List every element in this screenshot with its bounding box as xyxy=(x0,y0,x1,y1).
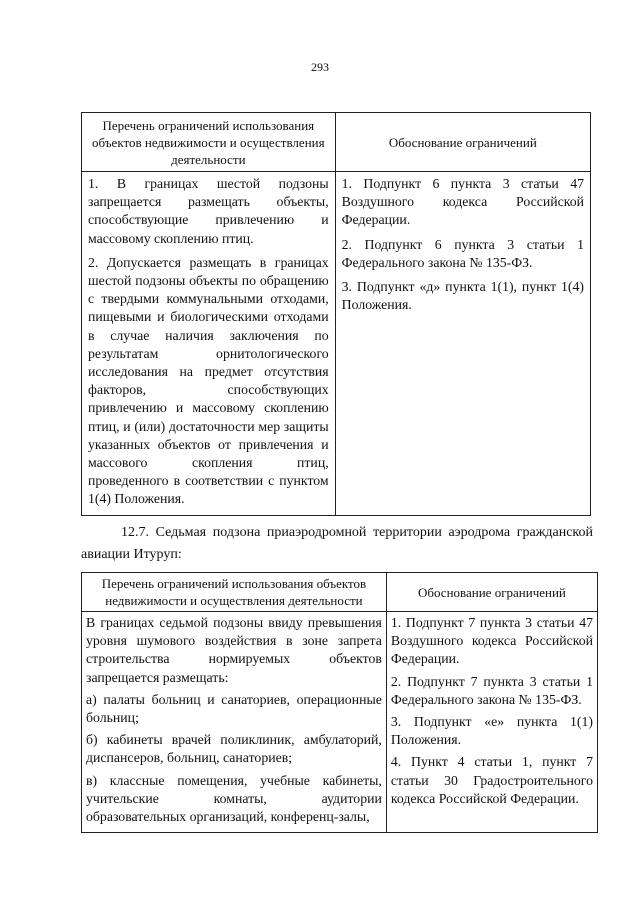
justification-cell xyxy=(386,612,597,833)
header-justification: Обоснование ограничений xyxy=(335,113,590,172)
table-row xyxy=(82,172,591,516)
restrictions-table-zone-7 xyxy=(81,572,598,833)
table-header-row xyxy=(82,113,591,172)
restriction-paragraph: В границах седьмой подзоны ввиду превышения уровня шумового воздействия в зоне запрета строительства нормируемых объектов запрещается размещать: xyxy=(86,615,382,685)
header-restrictions: Перечень ограничений использования объектов недвижимости и осуществления деятельности xyxy=(82,113,336,172)
justification-paragraph: 3. Подпункт «е» пункта 1(1) Положения. xyxy=(390,714,593,748)
justification-paragraph: 2. Подпункт 7 пункта 3 статьи 1 Федерального закона № 135-ФЗ. xyxy=(390,673,593,707)
page-number: 293 xyxy=(311,60,329,74)
justification-paragraph: 2. Подпункт 6 пункта 3 статьи 1 Федерального закона № 135-ФЗ. xyxy=(341,236,584,270)
justification-paragraph: 1. Подпункт 6 пункта 3 статьи 47 Воздушного кодекса Российской Федерации. xyxy=(341,176,584,228)
justification-paragraph: 4. Пункт 4 статьи 1, пункт 7 статьи 30 Градостроительного кодекса Российской Федерации. xyxy=(390,754,593,806)
justification-cell xyxy=(335,172,590,516)
restrictions-cell xyxy=(82,612,387,833)
header-justification: Обоснование ограничений xyxy=(386,573,597,612)
header-restrictions: Перечень ограничений использования объектов недвижимости и осуществления деятельности xyxy=(82,573,387,612)
table-row xyxy=(82,612,598,833)
justification-paragraph: 1. Подпункт 7 пункта 3 статьи 47 Воздушного кодекса Российской Федерации. xyxy=(390,615,593,667)
restriction-paragraph: в) классные помещения, учебные кабинеты, учительские комнаты, аудитории образовательных организаций, конференц-залы, xyxy=(86,772,382,825)
section-heading: 12.7. Седьмая подзона приаэродромной территории аэродрома гражданской авиации Итуруп: xyxy=(81,525,593,562)
restriction-paragraph: 2. Допускается размещать в границах шестой подзоны объекты по обращению с твердыми коммунальными отходами, пищевыми и биологическими отходами в случае наличия заключения по результатам орнитологического исследования на предмет отсутствия факторов, способствующих привлечению и массовому скоплению птиц, и (или) достаточности мер защиты указанных объектов от привлечения и массового скопления птиц, проведенного в соответствии с пунктом 1(4) Положения. xyxy=(88,254,329,507)
restriction-paragraph: 1. В границах шестой подзоны запрещается размещать объекты, способствующие привлечению и массовому скоплению птиц. xyxy=(88,176,329,246)
restriction-paragraph: б) кабинеты врачей поликлиник, амбулаторий, диспансеров, больниц, санаториев; xyxy=(86,732,382,766)
restriction-paragraph: а) палаты больниц и санаториев, операционные больниц; xyxy=(86,691,382,726)
restrictions-table-zone-6 xyxy=(81,112,591,516)
restrictions-cell xyxy=(82,172,336,516)
table-header-row xyxy=(82,573,598,612)
justification-paragraph: 3. Подпункт «д» пункта 1(1), пункт 1(4) Положения. xyxy=(341,279,584,313)
